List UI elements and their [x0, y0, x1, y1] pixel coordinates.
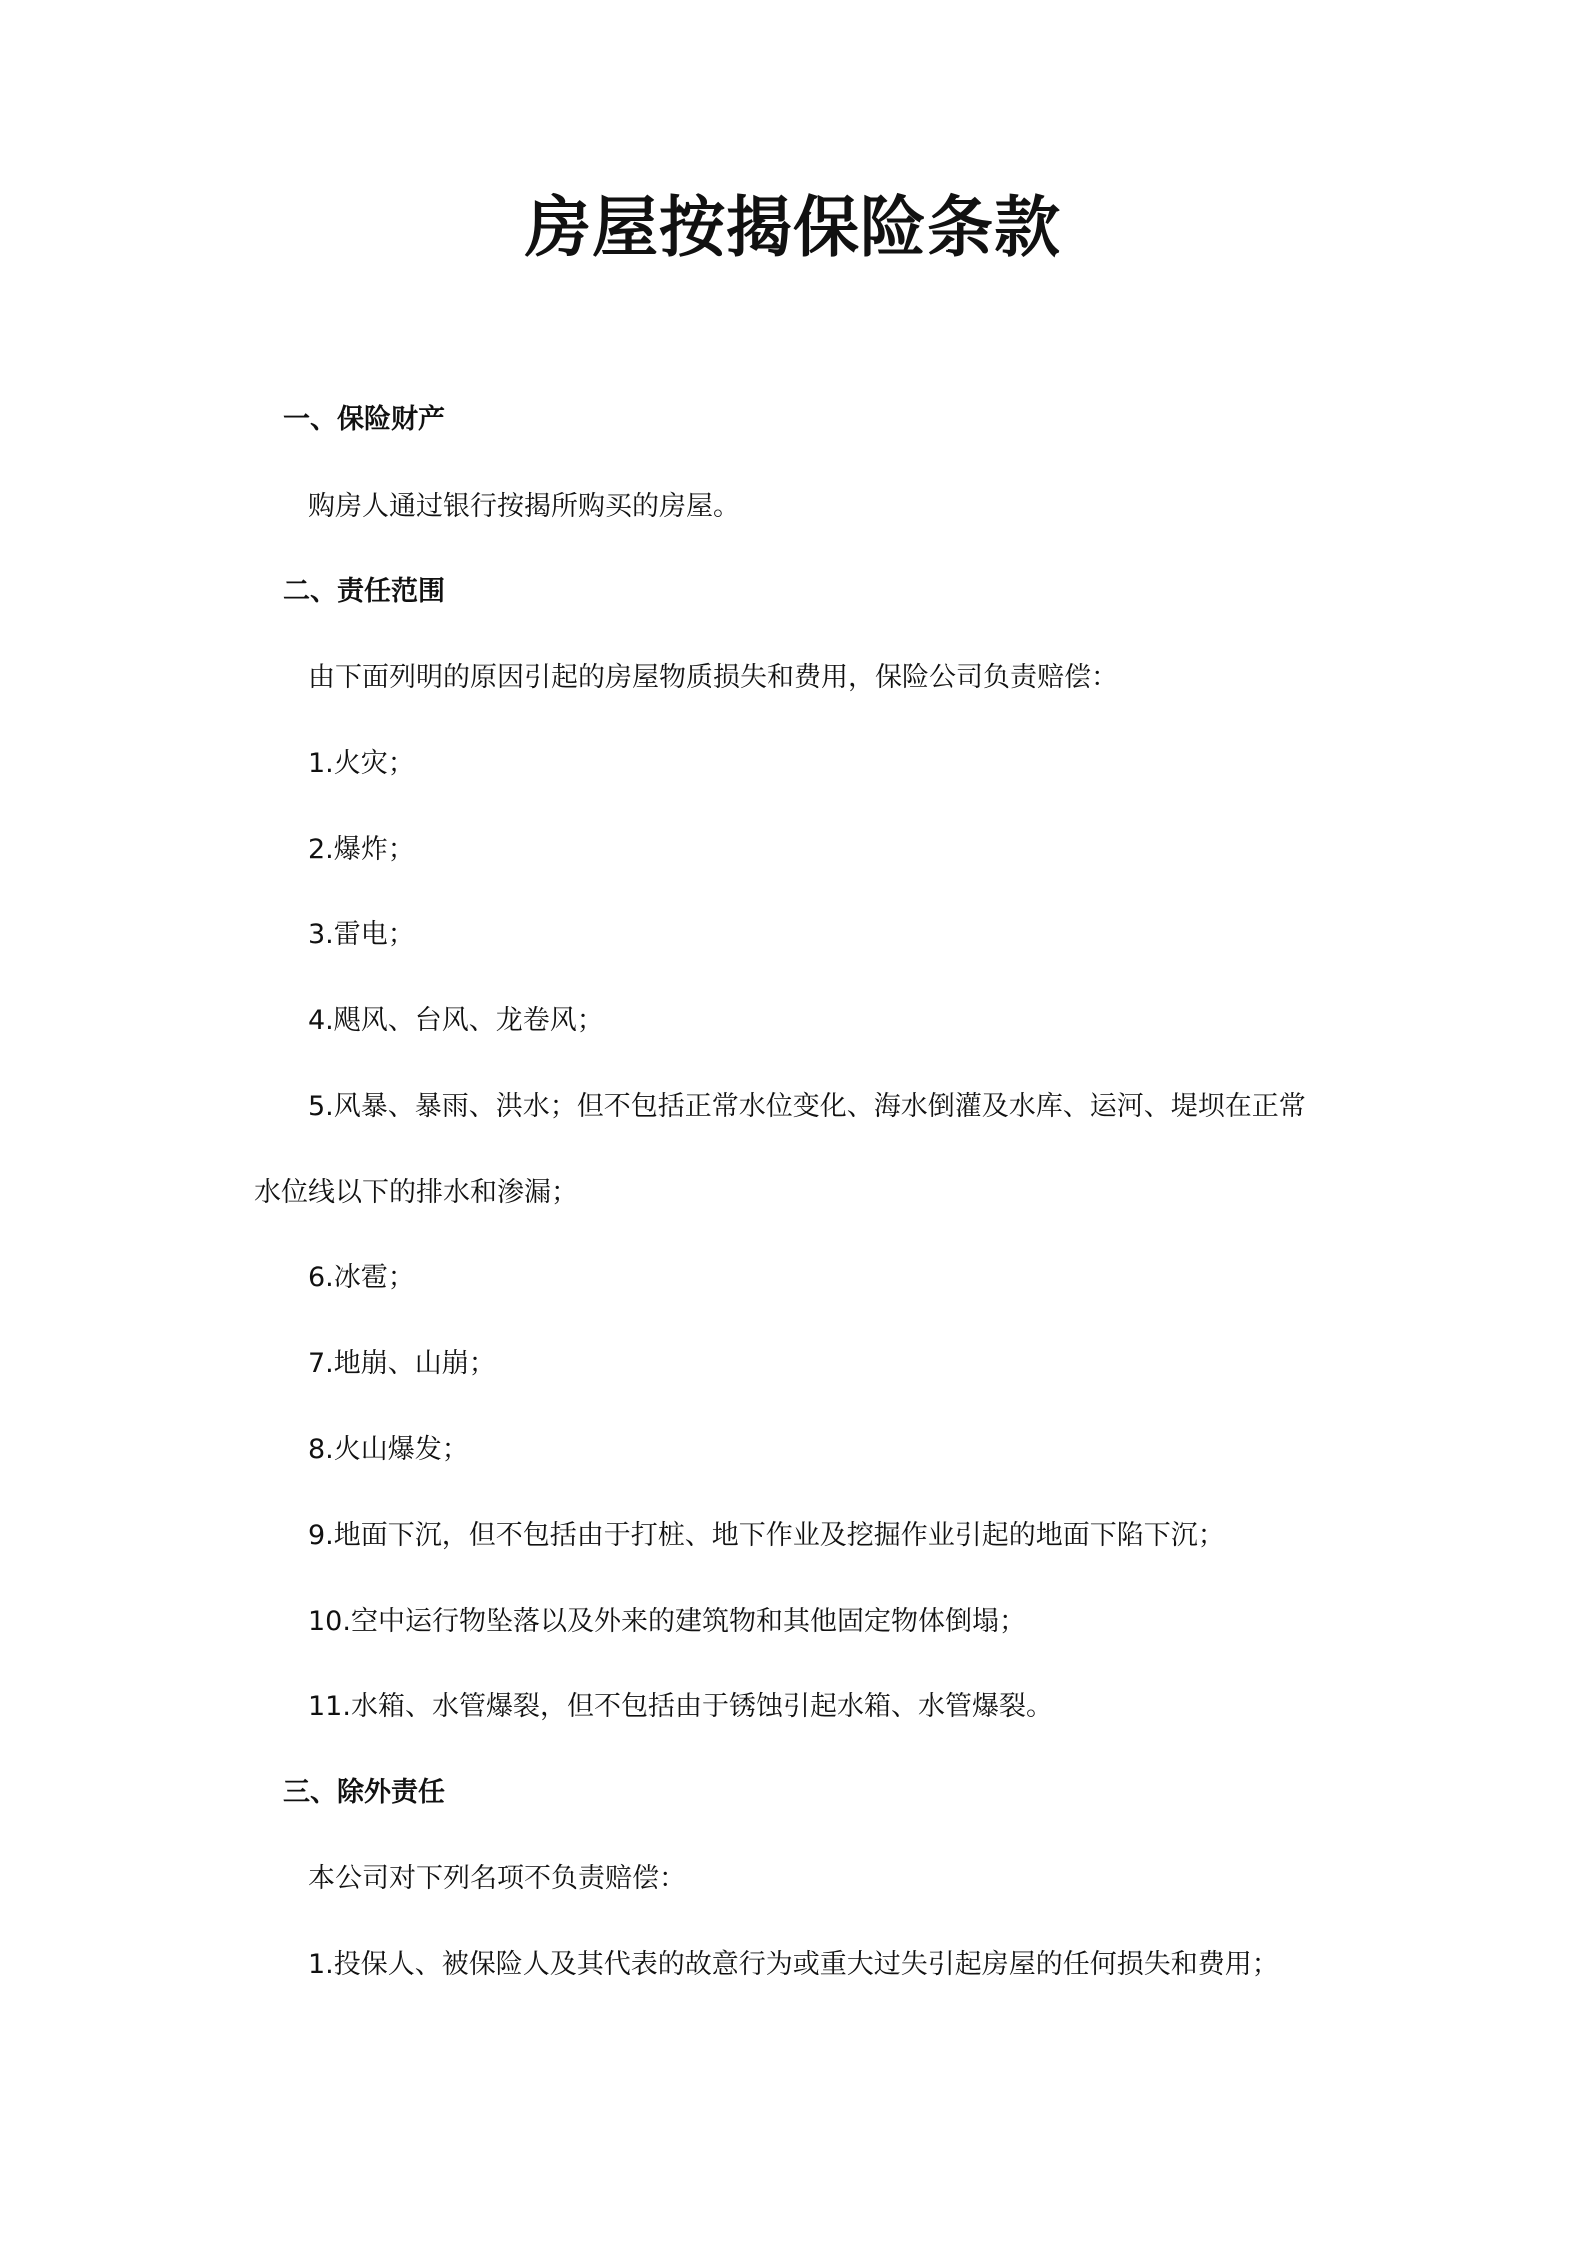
list-item: 7.地崩、山崩；: [308, 1348, 496, 1379]
section-heading-1: 一、保险财产: [283, 404, 445, 435]
section-heading-2: 二、责任范围: [283, 576, 445, 607]
list-item: 11.水箱、水管爆裂，但不包括由于锈蚀引起水箱、水管爆裂。: [308, 1691, 1053, 1722]
list-item: 5.风暴、暴雨、洪水；但不包括正常水位变化、海水倒灌及水库、运河、堤坝在正常: [308, 1091, 1306, 1122]
list-item: 1.投保人、被保险人及其代表的故意行为或重大过失引起房屋的任何损失和费用；: [308, 1949, 1279, 1980]
section-heading-3: 三、除外责任: [283, 1777, 445, 1808]
list-item: 2.爆炸；: [308, 834, 415, 865]
list-item: 3.雷电；: [308, 919, 415, 950]
document-title: 房屋按揭保险条款: [525, 189, 1061, 266]
list-item: 9.地面下沉，但不包括由于打桩、地下作业及挖掘作业引起的地面下陷下沉；: [308, 1520, 1225, 1551]
list-item-continuation: 水位线以下的排水和渗漏；: [254, 1177, 578, 1208]
section-2-intro: 由下面列明的原因引起的房屋物质损失和费用，保险公司负责赔偿：: [308, 662, 1118, 693]
list-item: 1.火灾；: [308, 748, 415, 779]
list-item: 10.空中运行物坠落以及外来的建筑物和其他固定物体倒塌；: [308, 1606, 1026, 1637]
list-item: 8.火山爆发；: [308, 1434, 469, 1465]
section-3-intro: 本公司对下列名项不负责赔偿：: [308, 1863, 686, 1894]
section-1-text: 购房人通过银行按揭所购买的房屋。: [308, 491, 740, 522]
list-item: 6.冰雹；: [308, 1262, 415, 1293]
list-item: 4.飓风、台风、龙卷风；: [308, 1005, 604, 1036]
